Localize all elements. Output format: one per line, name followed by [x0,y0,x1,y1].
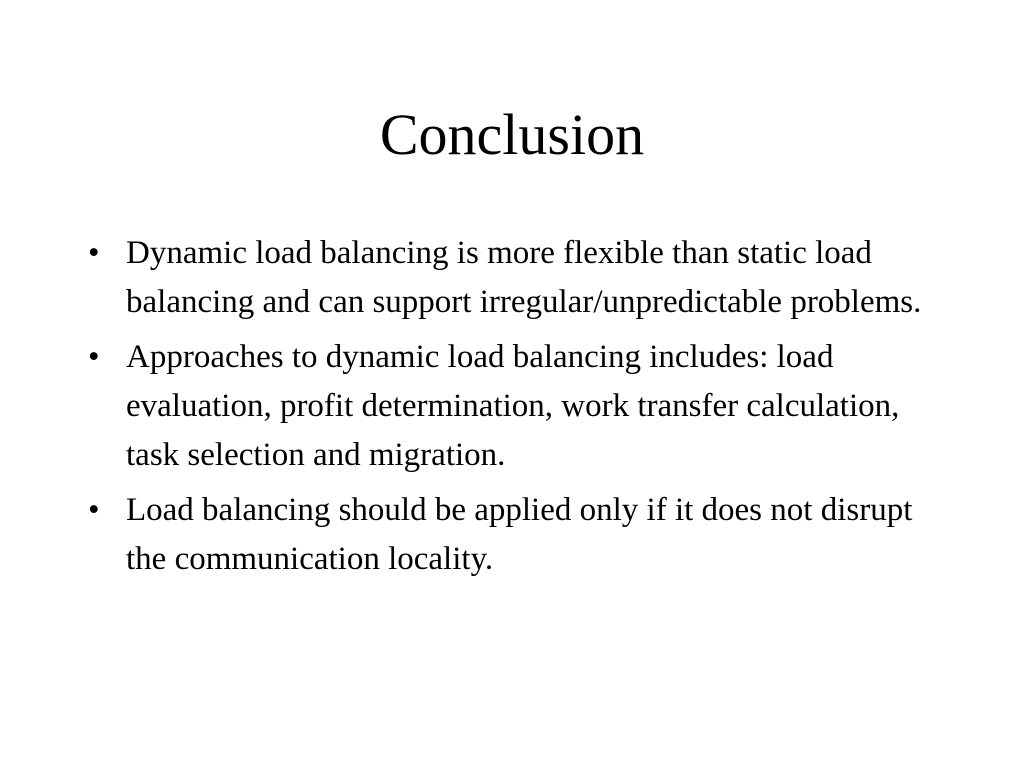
bullet-text: Load balancing should be applied only if it does not disrupt the communication locality. [126,492,913,577]
bullet-icon: • [88,492,100,528]
bullet-icon: • [88,235,100,271]
bullet-text: Approaches to dynamic load balancing includes: load evaluation, profit determination, work transfer calculation, task selection and migration. [126,339,900,473]
slide-title: Conclusion [379,102,645,167]
bullet-text: Dynamic load balancing is more flexible than static load balancing and can support irregular/unpredictable problems. [126,235,922,320]
bullet-list [88,229,938,590]
bullet-item [88,229,938,327]
bullet-item [88,486,938,584]
bullet-item [88,333,938,480]
bullet-icon: • [88,339,100,375]
